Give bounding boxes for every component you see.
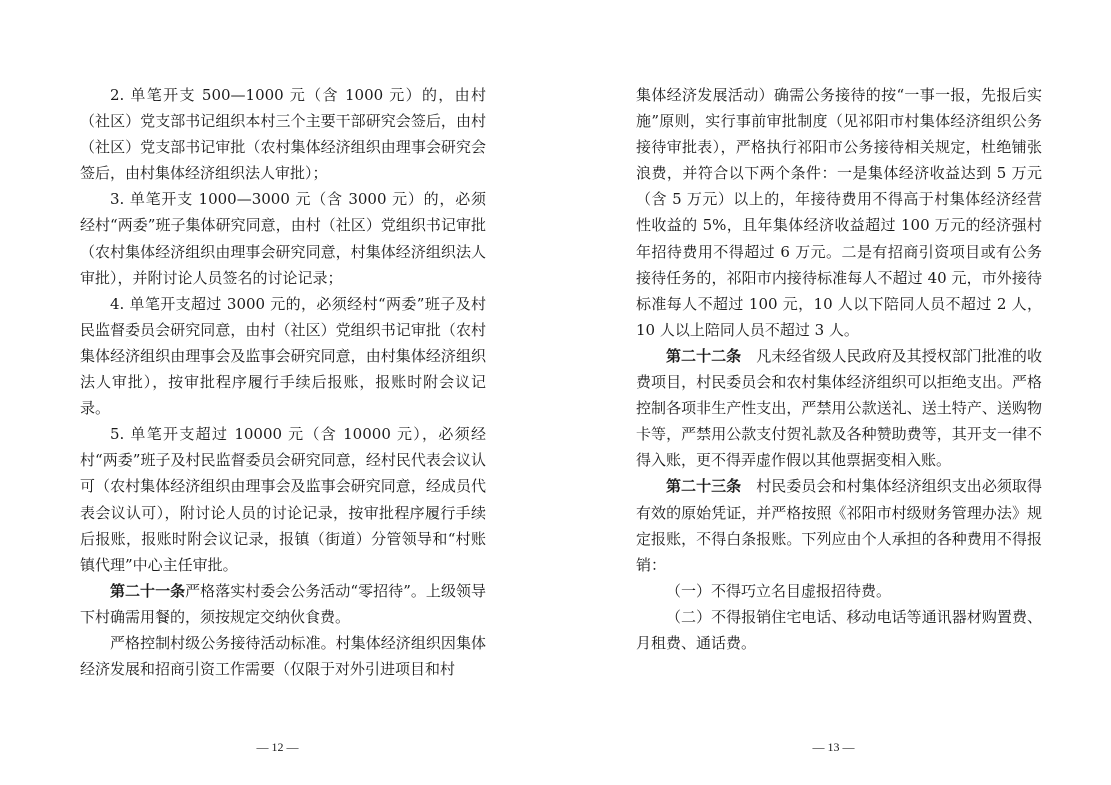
paragraph-item-4: 4. 单笔开支超过 3000 元的，必须经村“两委”班子及村民监督委员会研究同意，由村（社区）党组织书记审批（农村集体经济组织由理事会及监事会研究同意，由村集体经济组织法人审批），按审批程序履行手续后报账，报账时附会议记录。 xyxy=(80,294,486,418)
page-number-right: — 13 — xyxy=(812,740,855,754)
page-number-left: — 12 — xyxy=(256,740,299,754)
right-page xyxy=(556,0,1111,785)
right-page-text xyxy=(636,82,1042,656)
paragraph-item-5: 5. 单笔开支超过 10000 元（含 10000 元），必须经村“两委”班子及村民监督委员会研究同意，经村民代表会议认可（农村集体经济组织由理事会及监事会研究同意，经成员代表会议认可），附讨论人员的讨论记录，按审批程序履行手续后报账，报账时附会议记录，报镇（街道）分管领导和“村账镇代理”中心主任审批。 xyxy=(80,425,486,574)
article-21 xyxy=(80,578,486,630)
article-23 xyxy=(636,473,1042,577)
article-23-text: 村民委员会和村集体经济组织支出必须取得有效的原始凭证，并严格按照《祁阳市村级财务管理办法》规定报账，不得白条报账。下列应由个人承担的各种费用不得报销： xyxy=(636,477,1042,574)
article-22-text: 凡未经省级人民政府及其授权部门批准的收费项目，村民委员会和农村集体经济组织可以拒绝支出。严格控制各项非生产性支出，严禁用公款送礼、送土特产、送购物卡等，严禁用公款支付贺礼款及各种赞助费等，其开支一律不得入账，更不得弄虚作假以其他票据变相入账。 xyxy=(636,346,1042,470)
article-21-heading: 第二十一条 xyxy=(110,581,186,600)
list-item-1: （一）不得巧立名目虚报招待费。 xyxy=(666,581,892,600)
article-22 xyxy=(636,343,1042,473)
paragraph-continued: 集体经济发展活动）确需公务接待的按“一事一报，先报后实施”原则，实行事前审批制度（见祁阳市村集体经济组织公务接待审批表），严格执行祁阳市公务接待相关规定，杜绝铺张浪费，并符合以下两个条件：一是集体经济收益达到 5 万元（含 5 万元）以上的，年接待费用不得高于村集体经济经营性收益的 5%，且年集体经济收益超过 100 万元的经济强村年招待费用不得超过 6 万元。二是有招商引资项目或有公务接待任务的，祁阳市内接待标准每人不超过 40 元，市外接待标准每人不超过 100 元，10 人以下陪同人员不超过 2 人，10 人以上陪同人员不超过 3 人。 xyxy=(636,86,1042,339)
article-23-heading: 第二十三条 xyxy=(666,477,742,496)
left-page xyxy=(0,0,555,785)
paragraph-item-3: 3. 单笔开支 1000—3000 元（含 3000 元）的，必须经村“两委”班子集体研究同意，由村（社区）党组织书记审批（农村集体经济组织由理事会研究同意，村集体经济组织法人审批），并附讨论人员签名的讨论记录； xyxy=(80,190,486,287)
left-page-text xyxy=(80,82,486,682)
article-22-heading: 第二十二条 xyxy=(666,346,742,365)
list-item-2: （二）不得报销住宅电话、移动电话等通讯器材购置费、月租费、通话费。 xyxy=(636,607,1042,652)
paragraph-item-2: 2. 单笔开支 500—1000 元（含 1000 元）的，由村（社区）党支部书记组织本村三个主要干部研究会签后，由村（社区）党支部书记审批（农村集体经济组织由理事会研究会签后，由村集体经济组织法人审批）； xyxy=(80,86,486,183)
paragraph-reception-standard: 严格控制村级公务接待活动标准。村集体经济组织因集体经济发展和招商引资工作需要（仅限于对外引进项目和村 xyxy=(80,633,486,679)
article-21-text: 严格落实村委会公务活动“零招待”。上级领导下村确需用餐的，须按规定交纳伙食费。 xyxy=(80,581,486,626)
